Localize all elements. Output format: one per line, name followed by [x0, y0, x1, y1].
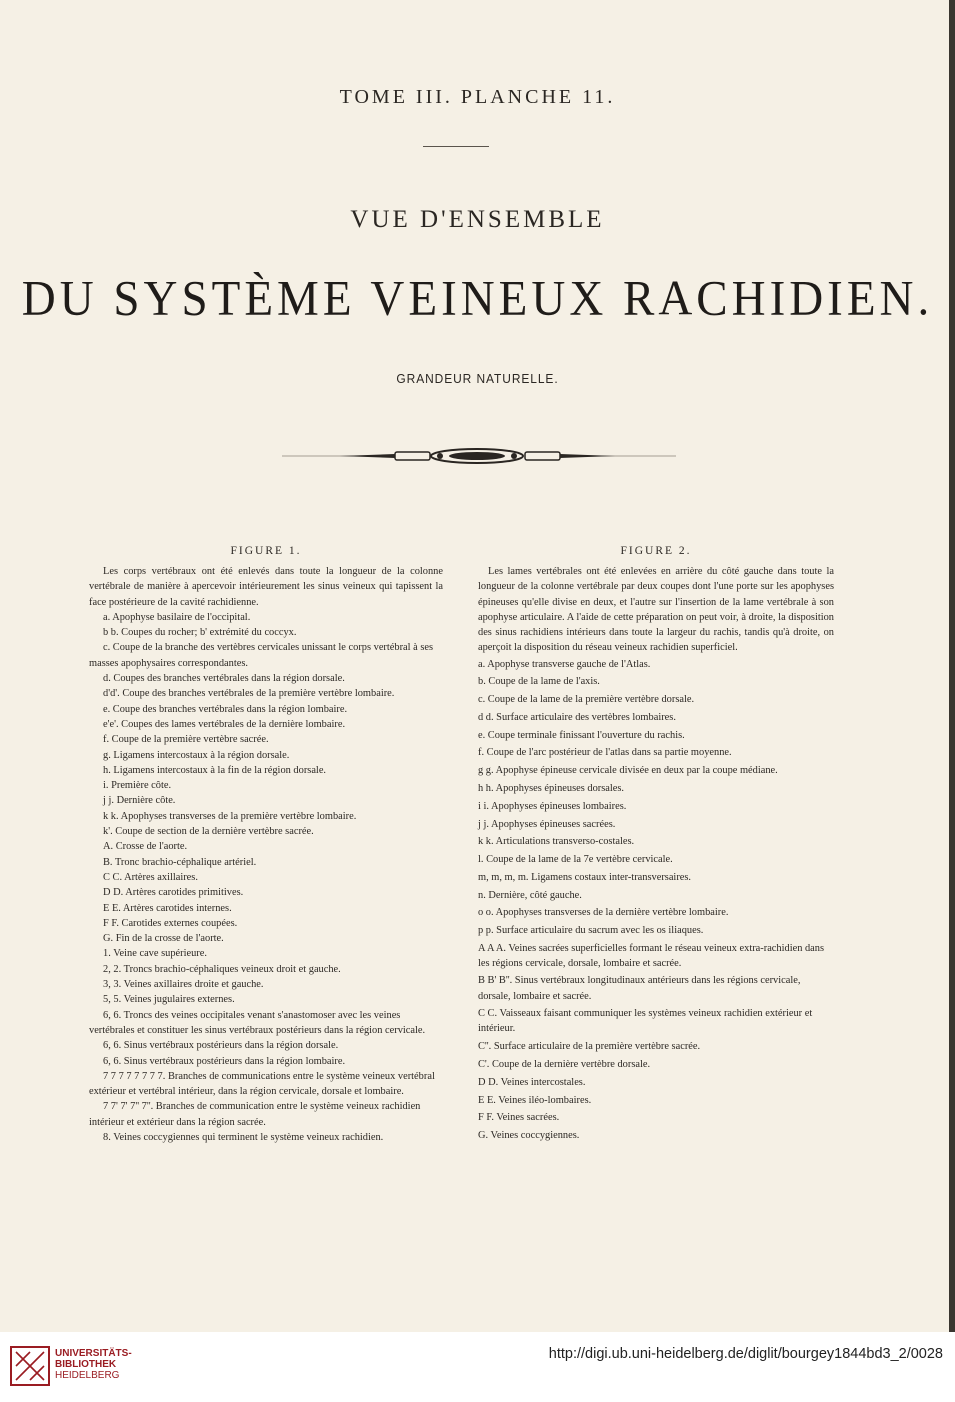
legend-entry: G. Veines coccygiennes.: [478, 1129, 580, 1141]
legend-entry: h. Ligamens intercostaux à la fin de la région dorsale.: [103, 764, 327, 776]
legend-entry: c. Coupe de la lame de la première vertèbre dorsale.: [478, 694, 695, 706]
legend-entry: o o. Apophyses transverses de la dernière vertèbre lombaire.: [478, 907, 729, 919]
legend-entry: C''. Surface articulaire de la première vertèbre sacrée.: [478, 1041, 701, 1053]
legend-entry: A A A. Veines sacrées superficielles formant le réseau veineux extra-rachidien dans les régions cervicale, dorsale, lombaire et sacrée.: [478, 942, 825, 969]
legend-entry: 7 7 7 7 7 7 7 7. Branches de communications entre le système veineux vertébral extérieur et vertébral intérieur, dans la région cervicale, dorsale et lombaire.: [89, 1070, 435, 1098]
legend-entry: C C. Artères axillaires.: [103, 871, 198, 883]
figure-1-heading: FIGURE 1.: [230, 545, 302, 557]
scale-note: GRANDEUR NATURELLE.: [396, 371, 559, 386]
legend-entry: e. Coupe des branches vertébrales dans la région lombaire.: [103, 703, 348, 715]
legend-entry: G. Fin de la crosse de l'aorte.: [103, 933, 224, 945]
figure-1-column: [89, 544, 443, 1145]
legend-entry: C C. Vaisseaux faisant communiquer les systèmes veineux rachidien extérieur et intérieur.: [478, 1007, 813, 1035]
legend-entry: c. Coupe de la branche des vertèbres cervicales unissant le corps vertébral à ses masses apophysaires correspondantes.: [89, 642, 434, 669]
legend-entry: E E. Veines iléo-lombaires.: [478, 1094, 592, 1106]
page-title: DU SYSTÈME VEINEUX RACHIDIEN.: [21, 271, 934, 327]
page-edge: [949, 0, 955, 1332]
legend-entry: g g. Apophyse épineuse cervicale divisée en deux par la coupe médiane.: [478, 765, 778, 776]
heidelberg-library-logo-icon[interactable]: [10, 1346, 50, 1386]
legend-entry: F F. Carotides externes coupées.: [103, 917, 238, 929]
legend-entry: p p. Surface articulaire du sacrum avec les os iliaques.: [478, 924, 704, 936]
legend-entry: B B' B''. Sinus vertébraux longitudinaux antérieurs dans les régions cervicale, dorsale, lombaire et sacrée.: [478, 975, 801, 1002]
divider-rule: [423, 146, 489, 147]
legend-entry: a. Apophyse transverse gauche de l'Atlas.: [478, 658, 651, 670]
figure-2-intro: Les lames vertébrales ont été enlevées en arrière du côté gauche dans toute la longueur de la colonne vertébrale par deux coupes dont l'une porte sur les apophyses épineuses qu'elle divise en deux, et l'autre sur l'insertion de la lame vertébrale à son apophyse articulaire. A l'aide de cette préparation on peut voir, à droite, la disposition des sinus rachidiens intérieurs dans toute la largeur du rachis, tandis qu'à droite, on aperçoit la disposition du réseau veineux rachidien superficiel.: [478, 566, 834, 654]
legend-entry: j j. Apophyses épineuses sacrées.: [478, 818, 616, 830]
legend-entry: d'd'. Coupe des branches vertébrales de la première vertèbre lombaire.: [103, 688, 395, 700]
legend-entry: 6, 6. Troncs des veines occipitales venant s'anastomoser avec les veines vertébrales et constituer les sinus vertébraux postérieurs dans la région cervicale.: [89, 1009, 426, 1036]
legend-entry: 7 7' 7' 7'' 7''. Branches de communication entre le système veineux rachidien intérieur et extérieur dans la région sacrée.: [89, 1101, 421, 1128]
legend-entry: i. Première côte.: [103, 780, 172, 792]
legend-entry: 8. Veines coccygiennes qui terminent le système veineux rachidien.: [103, 1131, 384, 1143]
legend-entry: f. Coupe de l'arc postérieur de l'atlas dans sa partie moyenne.: [478, 747, 732, 759]
figure-1-intro: Les corps vertébraux ont été enlevés dans toute la longueur de la colonne vertébrale de manière à apercevoir intérieurement les sinus veineux qui tapissent la face postérieure de la cavité rachidienne.: [89, 566, 443, 608]
legend-entry: f. Coupe de la première vertèbre sacrée.: [103, 734, 269, 746]
tome-heading: TOME III. PLANCHE 11.: [339, 86, 616, 108]
legend-entry: m, m, m, m. Ligamens costaux inter-transversaires.: [478, 871, 692, 883]
legend-entry: h h. Apophyses épineuses dorsales.: [478, 783, 625, 795]
library-name-line2: BIBLIOTHEK: [55, 1359, 117, 1370]
legend-entry: n. Dernière, côté gauche.: [478, 889, 582, 901]
legend-entry: A. Crosse de l'aorte.: [103, 841, 188, 853]
legend-entry: D D. Veines intercostales.: [478, 1076, 586, 1088]
legend-entry: E E. Artères carotides internes.: [103, 902, 232, 914]
legend-entry: C'. Coupe de la dernière vertèbre dorsale.: [478, 1059, 651, 1071]
legend-entry: 3, 3. Veines axillaires droite et gauche.: [103, 979, 264, 991]
library-name[interactable]: [55, 1348, 132, 1381]
legend-entry: k k. Apophyses transverses de la première vertèbre lombaire.: [103, 810, 357, 822]
legend-entry: F F. Veines sacrées.: [478, 1112, 560, 1124]
legend-entry: 2, 2. Troncs brachio-céphaliques veineux droit et gauche.: [103, 963, 341, 975]
legend-entry: D D. Artères carotides primitives.: [103, 887, 244, 899]
legend-entry: k k. Articulations transverso-costales.: [478, 836, 635, 848]
figure-2-column: [478, 544, 834, 1145]
legend-entry: g. Ligamens intercostaux à la région dorsale.: [103, 749, 290, 761]
legend-entry: e'e'. Coupes des lames vertébrales de la dernière lombaire.: [103, 718, 346, 730]
legend-entry: d d. Surface articulaire des vertèbres lombaires.: [478, 711, 676, 723]
legend-entry: a. Apophyse basilaire de l'occipital.: [103, 611, 251, 623]
legend-entry: 1. Veine cave supérieure.: [103, 948, 207, 960]
legend-entry: d. Coupes des branches vertébrales dans la région dorsale.: [103, 673, 345, 685]
legend-entry: j j. Dernière côte.: [103, 795, 176, 807]
legend-entry: 6, 6. Sinus vertébraux postérieurs dans la région dorsale.: [103, 1040, 339, 1052]
legend-entry: b b. Coupes du rocher; b' extrémité du coccyx.: [103, 627, 297, 639]
source-url-link[interactable]: http://digi.ub.uni-heidelberg.de/diglit/bourgey1844bd3_2/0028: [548, 1346, 943, 1362]
library-name-line3: HEIDELBERG: [55, 1370, 120, 1381]
ornament-rule-icon: [0, 446, 955, 466]
figure-2-heading: FIGURE 2.: [620, 545, 692, 557]
legend-entry: B. Tronc brachio-céphalique artériel.: [103, 856, 257, 868]
viewer-footer: [0, 1332, 955, 1402]
subtitle: VUE D'ENSEMBLE: [350, 206, 605, 233]
legend-entry: i i. Apophyses épineuses lombaires.: [478, 801, 627, 812]
legend-entry: 6, 6. Sinus vertébraux postérieurs dans la région lombaire.: [103, 1055, 346, 1067]
legend-entry: b. Coupe de la lame de l'axis.: [478, 676, 600, 688]
legend-entry: l. Coupe de la lame de la 7e vertèbre cervicale.: [478, 854, 673, 866]
legend-entry: 5, 5. Veines jugulaires externes.: [103, 994, 235, 1006]
legend-entry: e. Coupe terminale finissant l'ouverture du rachis.: [478, 729, 685, 741]
library-name-line1: UNIVERSITÄTS-: [55, 1348, 132, 1359]
legend-entry: k'. Coupe de section de la dernière vertèbre sacrée.: [103, 826, 314, 838]
